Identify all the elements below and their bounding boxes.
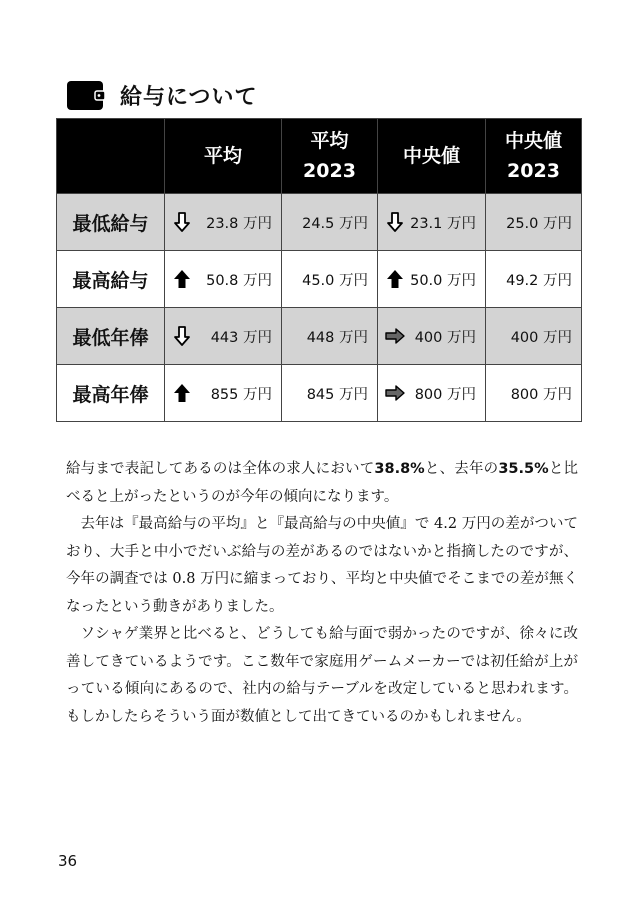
cell-median-2023 (486, 194, 582, 251)
row-label: 最低年俸 (57, 308, 165, 365)
table-row (57, 308, 582, 365)
cell-avg (165, 365, 282, 422)
cell-value: 49.2 万円 (506, 272, 572, 289)
cell-median (378, 308, 486, 365)
cell-value: 50.0 万円 (410, 273, 476, 289)
cell-avg-2023 (282, 251, 378, 308)
header-average: 平均 (165, 119, 282, 194)
cell-median (378, 194, 486, 251)
header-median-2023: 中央値 2023 (486, 119, 582, 194)
cell-value: 45.0 万円 (302, 272, 368, 289)
cell-median-2023 (486, 251, 582, 308)
cell-value: 24.5 万円 (302, 215, 368, 232)
cell-value: 25.0 万円 (506, 215, 572, 232)
table-row (57, 365, 582, 422)
cell-avg-2023 (282, 308, 378, 365)
section-title: 給与について (120, 84, 258, 110)
cell-value: 448 万円 (306, 329, 368, 346)
cell-value: 400 万円 (510, 329, 572, 346)
cell-median (378, 251, 486, 308)
arrow-up-icon (171, 268, 193, 290)
cell-value: 400 万円 (414, 330, 476, 346)
cell-median-2023 (486, 308, 582, 365)
arrow-down-icon (171, 211, 193, 233)
header-average-2023: 平均 2023 (282, 119, 378, 194)
header-corner (57, 119, 165, 194)
paragraph-1 (66, 456, 578, 511)
arrow-right-icon (384, 382, 406, 404)
cell-value: 845 万円 (306, 386, 368, 403)
cell-value: 800 万円 (414, 387, 476, 403)
table-row (57, 194, 582, 251)
salary-table (56, 118, 582, 422)
highlight-35-5: 35.5% (498, 461, 549, 477)
arrow-up-icon (384, 268, 406, 290)
cell-avg (165, 308, 282, 365)
cell-value: 50.8 万円 (206, 273, 272, 289)
cell-median-2023 (486, 365, 582, 422)
paragraph-1-text-c: と比べると上がったというのが今年の傾向になります。 (66, 461, 579, 505)
cell-avg-2023 (282, 194, 378, 251)
arrow-right-icon (384, 325, 406, 347)
cell-avg (165, 194, 282, 251)
header-median: 中央値 (378, 119, 486, 194)
paragraph-1-text-b: と、去年の (424, 461, 499, 477)
cell-avg (165, 251, 282, 308)
highlight-38-8: 38.8% (374, 461, 425, 477)
cell-value: 23.1 万円 (410, 216, 476, 232)
cell-avg-2023 (282, 365, 378, 422)
paragraph-1-text-a: 給与まで表記してあるのは全体の求人において (66, 461, 375, 477)
cell-value: 855 万円 (210, 387, 272, 403)
row-label: 最低給与 (57, 194, 165, 251)
row-label: 最高年俸 (57, 365, 165, 422)
arrow-down-icon (384, 211, 406, 233)
wallet-icon (66, 78, 106, 112)
row-label: 最高給与 (57, 251, 165, 308)
table-row (57, 251, 582, 308)
cell-median (378, 365, 486, 422)
section-heading (66, 78, 258, 112)
table-header-row (57, 119, 582, 194)
paragraph-3: ソシャゲ業界と比べると、どうしても給与面で弱かったのですが、徐々に改善してきているようです。ここ数年で家庭用ゲームメーカーでは初任給が上がっている傾向にあるので、社内の給与テーブルを改定していると思われます。もしかしたらそういう面が数値として出てきているのかもしれません。 (66, 626, 578, 725)
page-number: 36 (58, 852, 78, 870)
arrow-up-icon (171, 382, 193, 404)
cell-value: 800 万円 (510, 386, 572, 403)
cell-value: 443 万円 (210, 330, 272, 346)
body-text (66, 456, 578, 731)
paragraph-2: 去年は『最高給与の平均』と『最高給与の中央値』で 4.2 万円の差がついており、大手と中小でだいぶ給与の差があるのではないかと指摘したのですが、今年の調査では 0.8 万円に縮まっており、平均と中央値でそこまでの差が無くなったという動きがありました。 (66, 516, 578, 615)
arrow-down-icon (171, 325, 193, 347)
cell-value: 23.8 万円 (206, 216, 272, 232)
